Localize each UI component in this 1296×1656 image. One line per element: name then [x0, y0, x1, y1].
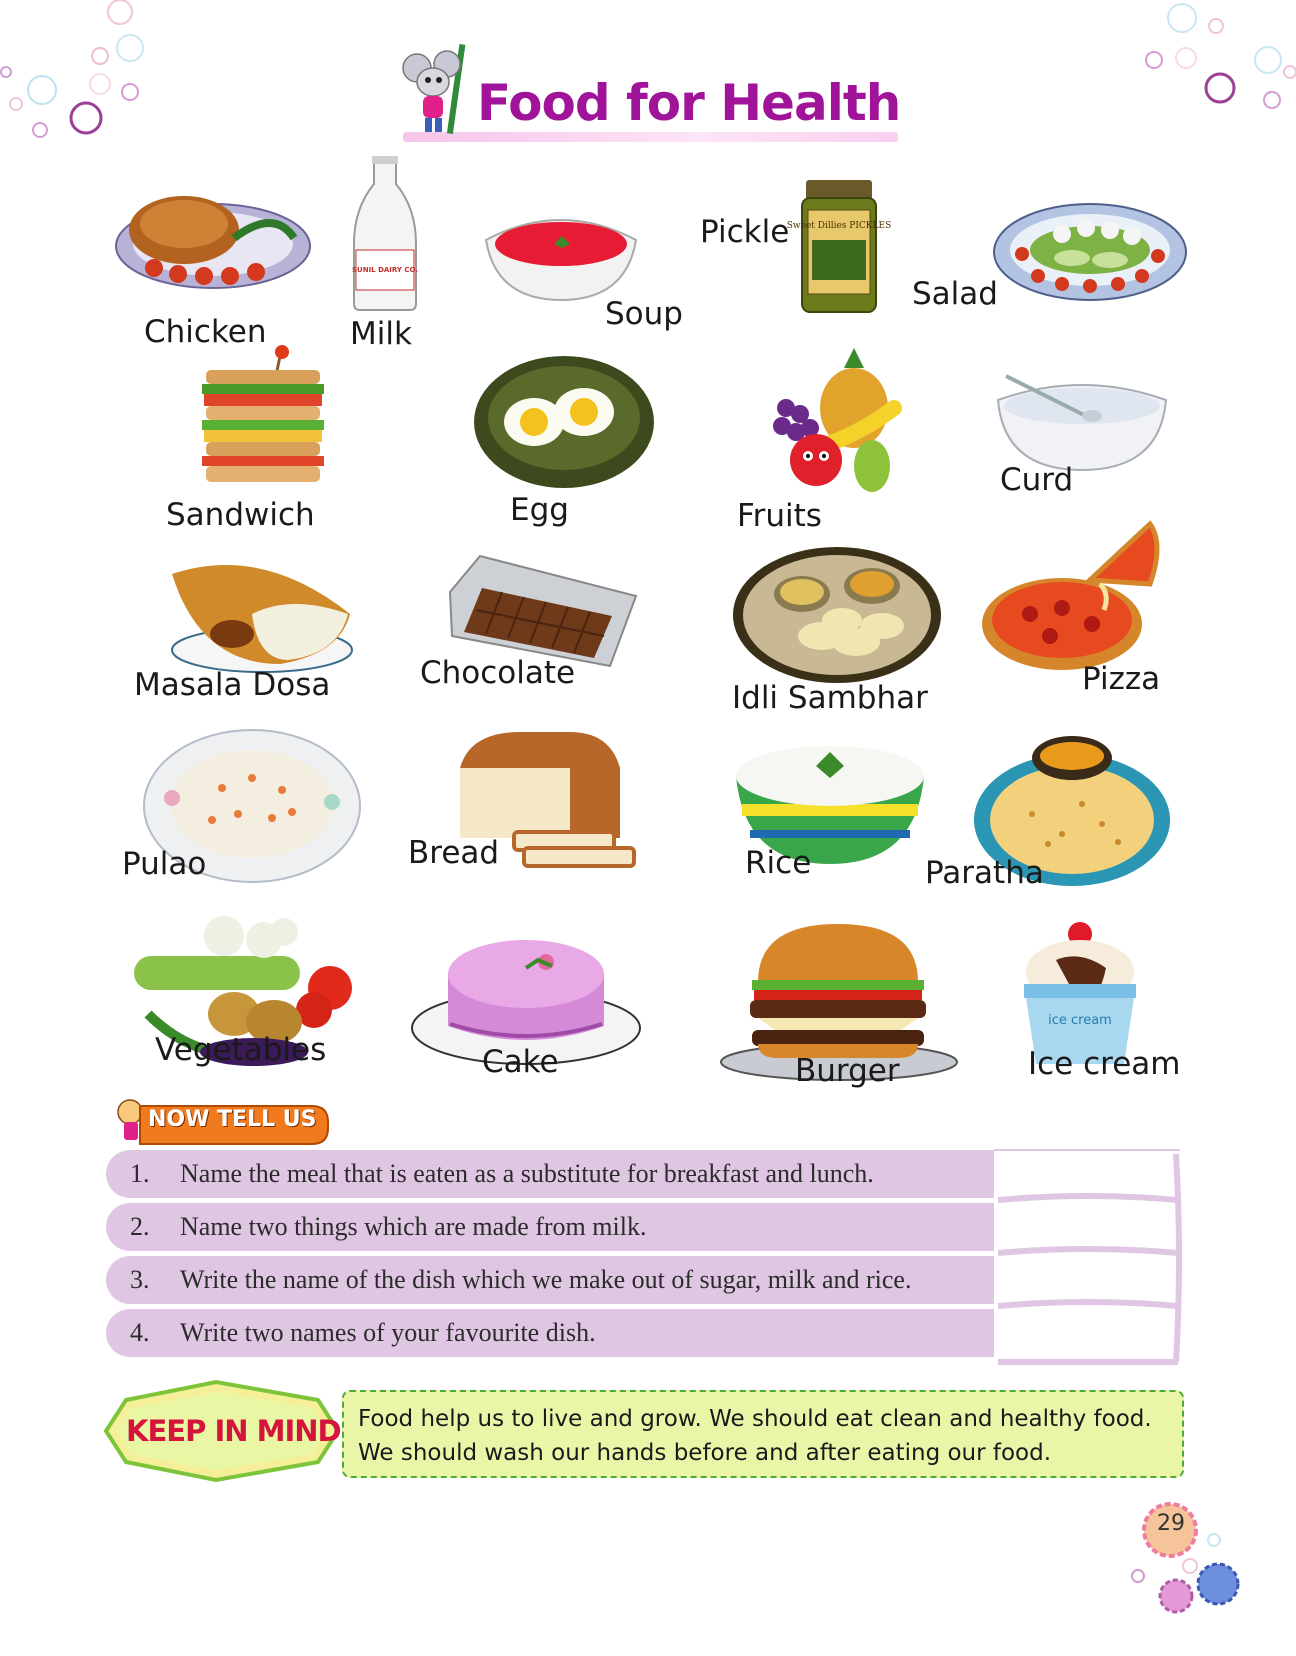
- sandwich-image: [196, 346, 330, 496]
- keep-in-mind-line-2: We should wash our hands before and after eating our food.: [358, 1440, 1052, 1466]
- soup-image: [482, 200, 640, 304]
- keep-in-mind-line-1: Food help us to live and grow. We should eat clean and healthy food.: [358, 1406, 1152, 1432]
- mouse-mascot-icon: [395, 40, 475, 140]
- food-label-fruits: Fruits: [737, 498, 822, 534]
- question-number: 2.: [130, 1212, 150, 1241]
- egg-image: [472, 350, 656, 490]
- now-tell-us-heading: NOW TELL US: [148, 1107, 317, 1132]
- food-label-soup: Soup: [605, 296, 683, 332]
- food-label-chocolate: Chocolate: [420, 655, 576, 691]
- masala-dosa-image: [162, 554, 354, 674]
- food-label-burger: Burger: [795, 1053, 900, 1089]
- pickle-image: [786, 180, 892, 316]
- decorative-bubbles-left: [0, 0, 170, 150]
- chocolate-image: [446, 552, 640, 670]
- question-number: 3.: [130, 1265, 150, 1294]
- pizza-image: [980, 520, 1162, 672]
- food-label-salad: Salad: [912, 276, 998, 312]
- food-label-cake: Cake: [482, 1044, 559, 1080]
- title-block: [395, 40, 900, 150]
- fruits-image: [764, 348, 912, 502]
- answer-writing-area[interactable]: [994, 1150, 1184, 1366]
- food-label-milk: Milk: [350, 316, 412, 352]
- food-label-ice-cream: Ice cream: [1028, 1046, 1181, 1082]
- question-number: 1.: [130, 1159, 150, 1188]
- keep-in-mind-heading: KEEP IN MIND: [126, 1414, 341, 1448]
- food-label-pulao: Pulao: [122, 846, 207, 882]
- page-title: Food for Health: [477, 74, 901, 132]
- decorative-bubbles-right: [1126, 0, 1296, 150]
- food-label-sandwich: Sandwich: [166, 497, 315, 533]
- food-label-paratha: Paratha: [925, 855, 1044, 891]
- question-row-2: [106, 1203, 994, 1251]
- pickle-jar-text: Sweet Dillies PICKLES: [786, 221, 892, 231]
- keep-in-mind-note: [342, 1390, 1184, 1478]
- page-number: 29: [1157, 1511, 1185, 1536]
- milk-bottle-text: SUNIL DAIRY CO.: [351, 266, 419, 274]
- food-label-rice: Rice: [745, 845, 812, 881]
- food-label-masala-dosa: Masala Dosa: [134, 667, 331, 703]
- food-label-bread: Bread: [408, 835, 500, 871]
- chicken-image: [114, 178, 312, 290]
- question-row-4: [106, 1309, 994, 1357]
- curd-image: [996, 372, 1168, 472]
- food-label-curd: Curd: [1000, 462, 1074, 498]
- food-label-pizza: Pizza: [1082, 661, 1161, 697]
- question-row-1: [106, 1150, 994, 1198]
- question-text: Name two things which are made from milk.: [180, 1212, 647, 1241]
- idli-sambhar-image: [732, 546, 942, 684]
- food-label-pickle: Pickle: [700, 214, 790, 250]
- question-number: 4.: [130, 1318, 150, 1347]
- food-label-vegetables: Vegetables: [155, 1032, 327, 1068]
- salad-image: [992, 198, 1188, 302]
- question-row-3: [106, 1256, 994, 1304]
- question-text: Write two names of your favourite dish.: [180, 1318, 596, 1347]
- ice-cream-cup-text: ice cream: [1048, 1013, 1112, 1028]
- question-text: Write the name of the dish which we make out of sugar, milk and rice.: [180, 1265, 912, 1294]
- food-label-egg: Egg: [510, 492, 569, 528]
- title-underline: [403, 132, 898, 142]
- milk-image: [350, 154, 420, 312]
- food-label-idli-sambhar: Idli Sambhar: [732, 680, 928, 716]
- question-text: Name the meal that is eaten as a substitute for breakfast and lunch.: [180, 1159, 874, 1188]
- food-label-chicken: Chicken: [144, 314, 267, 350]
